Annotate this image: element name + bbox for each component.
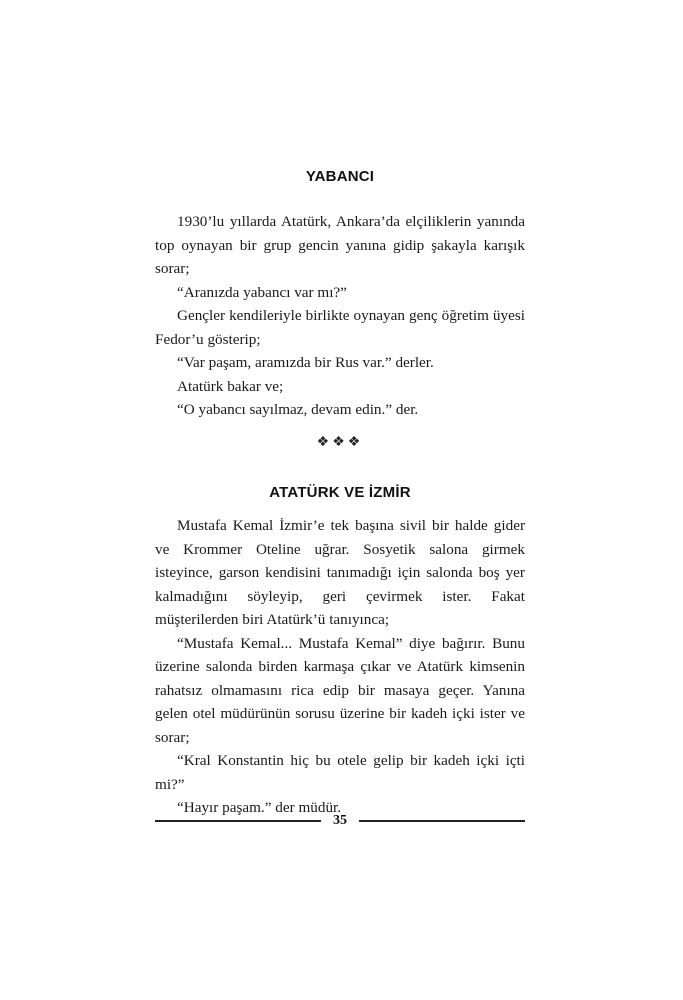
section-title-yabanci: YABANCI [305,168,375,185]
section-title-ataturk-ve-izmir: ATATÜRK VE İZMİR [269,484,411,501]
section-body-yabanci [155,210,525,422]
page-number: 35 [333,813,347,828]
paragraph: “Hayır paşam.” der müdür. [177,799,342,816]
footer-rule-left [155,820,321,822]
paragraph: “Var paşam, aramızda bir Rus var.” derler. [177,354,434,371]
paragraph: Gençler kendileriyle birlikte oynayan genç öğretim üyesi Fedor’u gösterip; [155,307,525,348]
footer-rule-right [359,820,525,822]
paragraph: Mustafa Kemal İzmir’e tek başına sivil bir halde gider ve Krommer Oteline uğrar. Sosyetik salona girmek isteyince, garson kendisini tanımadığı için salonda boş yer kalmadığını söyleyip, geri çevirmek ister. Fakat müşterilerden biri Atatürk’ü tanıyınca; [155,517,525,628]
paragraph: 1930’lu yıllarda Atatürk, Ankara’da elçiliklerin yanında top oynayan bir grup gencin yanına gidip şakayla karışık sorar; [155,213,525,277]
paragraph: “O yabancı sayılmaz, devam edin.” der. [177,401,419,418]
paragraph: Atatürk bakar ve; [177,377,284,395]
section-body-ataturk-ve-izmir [155,514,525,820]
section-divider-ornament: ❖❖❖ [316,435,364,450]
paragraph: “Aranızda yabancı var mı?” [177,283,347,301]
paragraph: “Mustafa Kemal... Mustafa Kemal” diye bağırır. Bunu üzerine salonda birden karmaşa çıkar ve Atatürk kimsenin rahatsız olmamasını rica edip bir masaya geçer. Yanına gelen otel müdürünün sorusu üzerine bir kadeh içki ister ve sorar; [155,634,525,746]
page-footer [155,811,525,831]
paragraph: “Kral Konstantin hiç bu otele gelip bir kadeh içki içti mi?” [155,752,525,793]
